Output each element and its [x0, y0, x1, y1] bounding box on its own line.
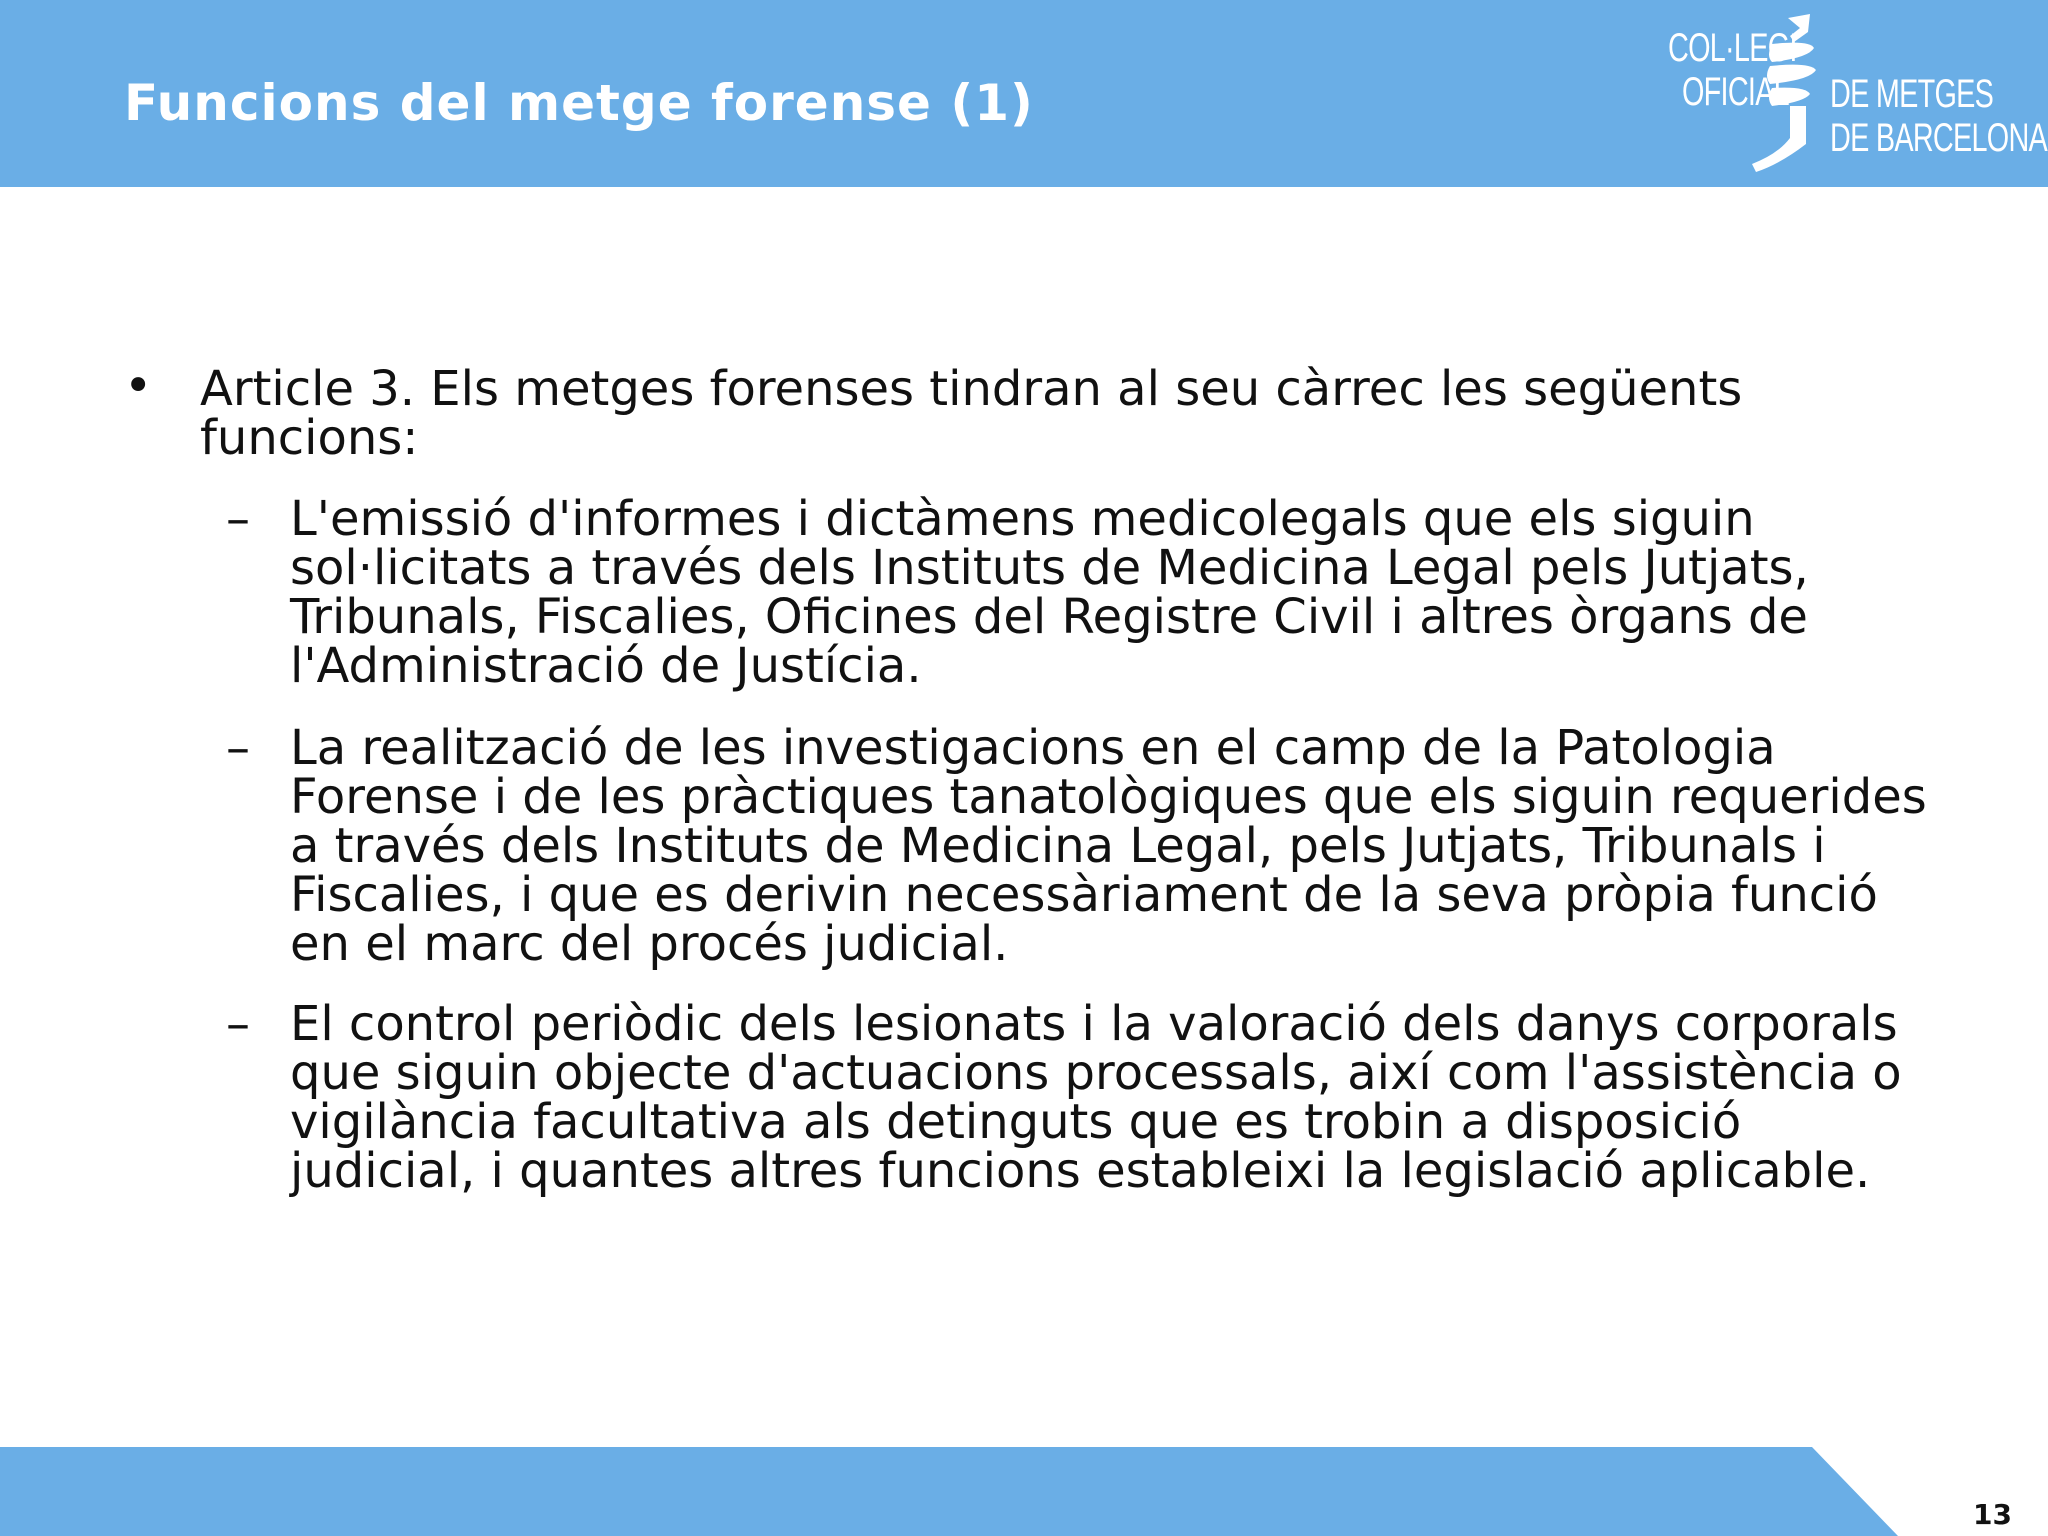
- logo-line-2: OFICIAL: [1682, 70, 1789, 114]
- dash-icon: –: [226, 996, 250, 1052]
- page-number: 13: [1973, 1498, 2012, 1531]
- function-item-3: El control periòdic dels lesionats i la valoració dels danys corporals que siguin objecte d'actuacions processals, així com l'assistència o vigilància facultativa als detinguts que es trobin a disposició judicial, i quantes altres funcions estableixi la legislació aplicable.: [290, 996, 1902, 1199]
- dash-icon: –: [226, 491, 250, 547]
- logo-line-1: COL·LEGI: [1668, 26, 1797, 70]
- bullet-icon: •: [124, 358, 153, 414]
- logo-line-4: DE BARCELONA: [1830, 116, 2048, 160]
- dash-icon: –: [226, 720, 250, 776]
- function-item-2: La realització de les investigacions en el camp de la Patologia Forense i de les pràctiques tanatològiques que els siguin requerides a través dels Instituts de Medicina Legal, pels Jutjats, Tribunals i Fiscalies, i que es derivin necessàriament de la seva pròpia funció en el marc del procés judicial.: [290, 720, 1927, 972]
- function-item-1: L'emissió d'informes i dictàmens medicolegals que els siguin sol·licitats a través dels Instituts de Medicina Legal pels Jutjats, Tribunals, Fiscalies, Oficines del Registre Civil i altres òrgans de l'Administració de Justícia.: [290, 491, 1809, 694]
- footer-bar: [0, 1447, 2048, 1536]
- slide-title: Funcions del metge forense (1): [124, 74, 1034, 132]
- logo-line-3: DE METGES: [1830, 72, 1994, 116]
- article-bullet-text: Article 3. Els metges forenses tindran al seu càrrec les següents funcions:: [200, 361, 1743, 466]
